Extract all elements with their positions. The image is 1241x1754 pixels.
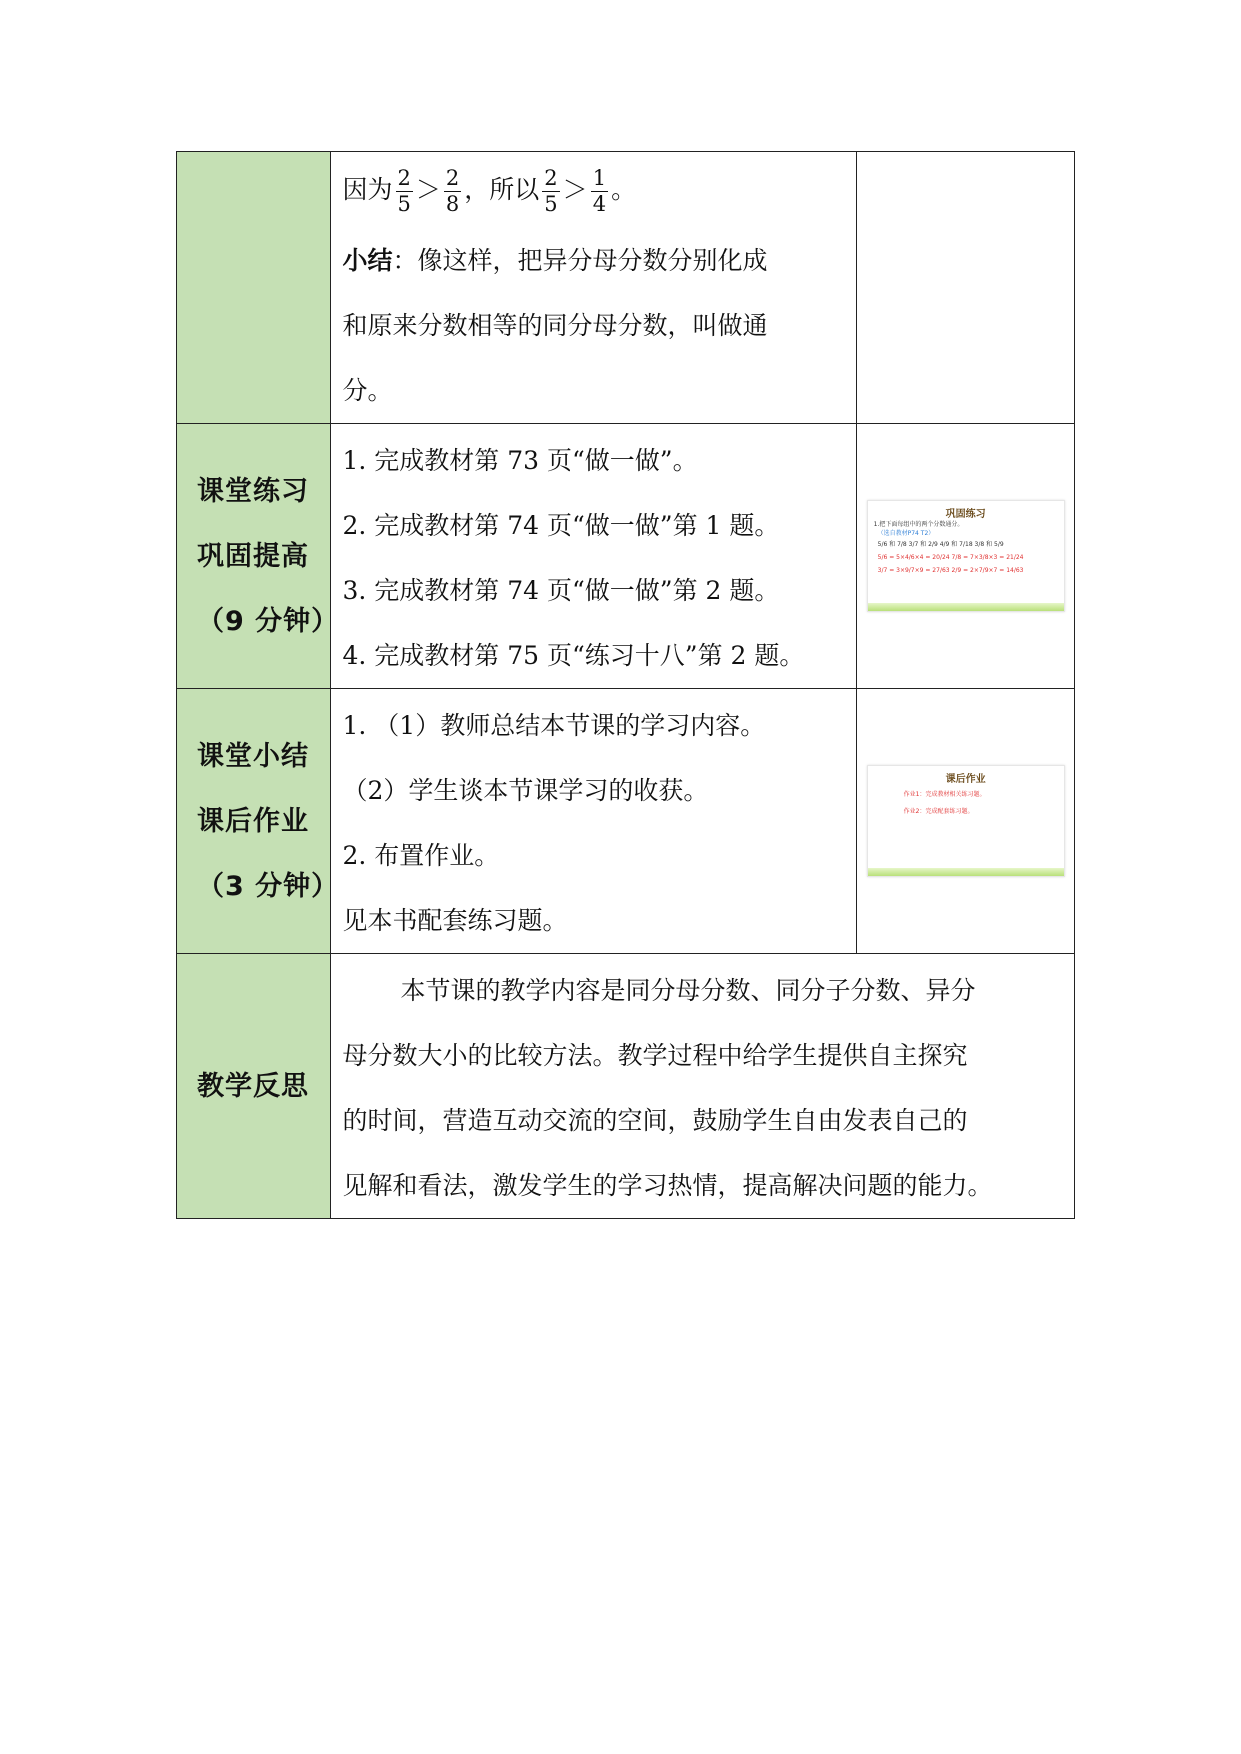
numerator: 2 bbox=[397, 166, 411, 190]
row-label-cell bbox=[177, 424, 340, 689]
thumbnail-cell bbox=[857, 152, 1075, 424]
slide-row: 5/6 = 5×4/6×4 = 20/24 7/8 = 7×3/8×3 = 21/24 bbox=[877, 554, 1024, 561]
reflection-line: 见解和看法，激发学生的学习热情，提高解决问题的能力。 bbox=[342, 1171, 993, 1200]
slide-source: （选自教材P74 T2） bbox=[877, 530, 935, 537]
grass-decoration bbox=[868, 603, 1064, 611]
lesson-plan-table bbox=[176, 151, 1075, 1219]
label-line: 巩固提高 bbox=[197, 540, 309, 572]
list-item: 见本书配套练习题。 bbox=[342, 906, 568, 935]
summary-line: 和原来分数相等的同分母分数，叫做通 bbox=[342, 311, 768, 340]
slide-thumbnail-practice bbox=[867, 500, 1065, 612]
list-item: （2）学生谈本节课学习的收获。 bbox=[342, 776, 709, 805]
numerator: 1 bbox=[592, 166, 607, 190]
list-item: 2. 完成教材第 74 页“做一做”第 1 题。 bbox=[342, 511, 780, 540]
operator: ＞ bbox=[562, 175, 588, 204]
numerator: 2 bbox=[544, 166, 558, 190]
summary-lead: 小结 bbox=[342, 246, 393, 275]
table-row bbox=[177, 424, 1075, 689]
fraction bbox=[542, 166, 559, 217]
grass-decoration bbox=[868, 868, 1064, 876]
content-cell bbox=[330, 152, 857, 424]
list-item: 4. 完成教材第 75 页“练习十八”第 2 题。 bbox=[342, 641, 805, 670]
denominator: 8 bbox=[445, 192, 460, 216]
slide-thumbnail-homework bbox=[867, 765, 1065, 877]
denominator: 5 bbox=[544, 192, 558, 216]
row-label bbox=[177, 1054, 330, 1119]
table-row bbox=[177, 152, 1075, 424]
summary-line: 分。 bbox=[342, 376, 393, 405]
content-cell bbox=[330, 689, 857, 954]
label-line: 课后作业 bbox=[197, 805, 309, 837]
label-line: （3 分钟） bbox=[197, 870, 340, 902]
list-item: 1. （1）教师总结本节课的学习内容。 bbox=[342, 711, 766, 740]
fraction bbox=[444, 166, 461, 217]
slide-title: 巩固练习 bbox=[945, 509, 986, 520]
reflection-line: 母分数大小的比较方法。教学过程中给学生提供自主探究 bbox=[342, 1041, 968, 1070]
label-line: （9 分钟） bbox=[197, 605, 340, 637]
slide-title: 课后作业 bbox=[945, 774, 986, 785]
label-line: 教学反思 bbox=[197, 1070, 309, 1102]
slide-row: 3/7 = 3×9/7×9 = 27/63 2/9 = 2×7/9×7 = 14/63 bbox=[877, 567, 1024, 574]
fraction bbox=[591, 166, 608, 217]
slide-homework-item: 作业1：完成教材相关练习题。 bbox=[903, 791, 986, 798]
list-item: 2. 布置作业。 bbox=[342, 841, 500, 870]
thumbnail-cell bbox=[857, 424, 1075, 689]
text-end: 。 bbox=[611, 175, 637, 204]
label-line: 课堂练习 bbox=[197, 475, 309, 507]
row-label-cell bbox=[177, 689, 340, 954]
row-label bbox=[177, 459, 340, 654]
table-row bbox=[177, 689, 1075, 954]
operator: ＞ bbox=[415, 175, 441, 204]
table-row bbox=[177, 954, 1075, 1219]
slide-row: 5/6 和 7/8 3/7 和 2/9 4/9 和 7/18 3/8 和 5/9 bbox=[877, 541, 1004, 548]
reflection-cell bbox=[330, 954, 1075, 1219]
text-prefix: 因为 bbox=[342, 175, 393, 204]
denominator: 4 bbox=[592, 192, 607, 216]
slide-instruction: 1.把下面每组中的两个分数通分。 bbox=[873, 521, 964, 528]
label-line: 课堂小结 bbox=[197, 740, 309, 772]
row-label-cell bbox=[177, 954, 331, 1219]
row-label-cell bbox=[177, 152, 331, 424]
denominator: 5 bbox=[397, 192, 411, 216]
list-item: 1. 完成教材第 73 页“做一做”。 bbox=[342, 446, 698, 475]
list-item: 3. 完成教材第 74 页“做一做”第 2 题。 bbox=[342, 576, 780, 605]
content-cell bbox=[330, 424, 857, 689]
reflection-line: 本节课的教学内容是同分母分数、同分子分数、异分 bbox=[400, 976, 976, 1005]
slide-homework-item: 作业2：完成配套练习题。 bbox=[903, 808, 974, 815]
text-mid: ，所以 bbox=[464, 175, 540, 204]
numerator: 2 bbox=[445, 166, 460, 190]
reflection-line: 的时间，营造互动交流的空间，鼓励学生自由发表自己的 bbox=[342, 1106, 968, 1135]
summary-line bbox=[343, 228, 851, 293]
fraction-comparison bbox=[343, 152, 851, 228]
summary-text: ：像这样，把异分母分数分别化成 bbox=[392, 246, 768, 275]
row-label bbox=[177, 724, 340, 919]
fraction bbox=[396, 166, 413, 217]
thumbnail-cell bbox=[857, 689, 1075, 954]
